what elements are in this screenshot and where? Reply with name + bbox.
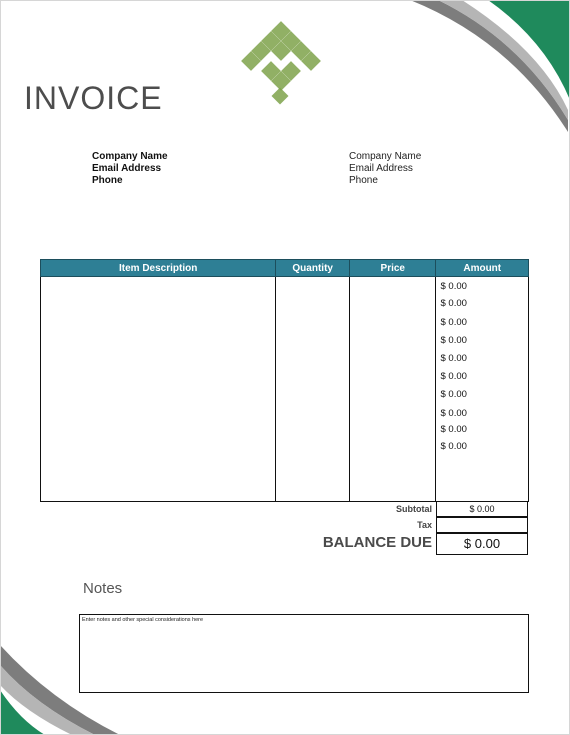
- notes-placeholder: Enter notes and other special considerations here: [82, 617, 204, 623]
- recipient-email: Email Address: [349, 163, 413, 174]
- amount-value: $ 0.00: [440, 408, 467, 419]
- amount-value: $ 0.00: [440, 441, 467, 452]
- notes-title: Notes: [83, 580, 123, 597]
- balance-due-value: $ 0.00: [436, 533, 528, 555]
- amount-value: $ 0.00: [440, 317, 467, 328]
- tax-label: Tax: [417, 520, 432, 530]
- amount-value: $ 0.00: [440, 424, 467, 435]
- amount-value: $ 0.00: [440, 298, 467, 309]
- table-row: [41, 277, 529, 502]
- items-table: [40, 259, 529, 502]
- amount-value: $ 0.00: [440, 371, 467, 382]
- sender-info: [92, 151, 168, 187]
- price-cell[interactable]: [350, 277, 436, 502]
- amount-value: $ 0.00: [440, 281, 467, 292]
- amount-cell: [436, 277, 529, 502]
- invoice-title: INVOICE: [24, 80, 163, 116]
- company-logo: [238, 20, 328, 110]
- sender-phone: Phone: [92, 175, 123, 186]
- amount-value: $ 0.00: [440, 353, 467, 364]
- sender-company-name: Company Name: [92, 151, 168, 162]
- amount-value: $ 0.00: [440, 389, 467, 400]
- header-item-description: Item Description: [41, 260, 276, 277]
- subtotal-label: Subtotal: [396, 504, 432, 514]
- notes-field[interactable]: [79, 614, 529, 693]
- header-quantity: Quantity: [276, 260, 350, 277]
- tax-value[interactable]: [436, 517, 528, 533]
- amount-value: $ 0.00: [440, 335, 467, 346]
- recipient-phone: Phone: [349, 175, 378, 186]
- header-price: Price: [350, 260, 436, 277]
- recipient-info: [349, 151, 421, 187]
- table-header-row: [41, 260, 529, 277]
- sender-email: Email Address: [92, 163, 162, 174]
- recipient-company-name: Company Name: [349, 151, 422, 162]
- header-amount: Amount: [436, 260, 529, 277]
- description-cell[interactable]: [41, 277, 276, 502]
- balance-due-label: BALANCE DUE: [322, 534, 432, 551]
- subtotal-value: $ 0.00: [436, 501, 528, 517]
- quantity-cell[interactable]: [276, 277, 350, 502]
